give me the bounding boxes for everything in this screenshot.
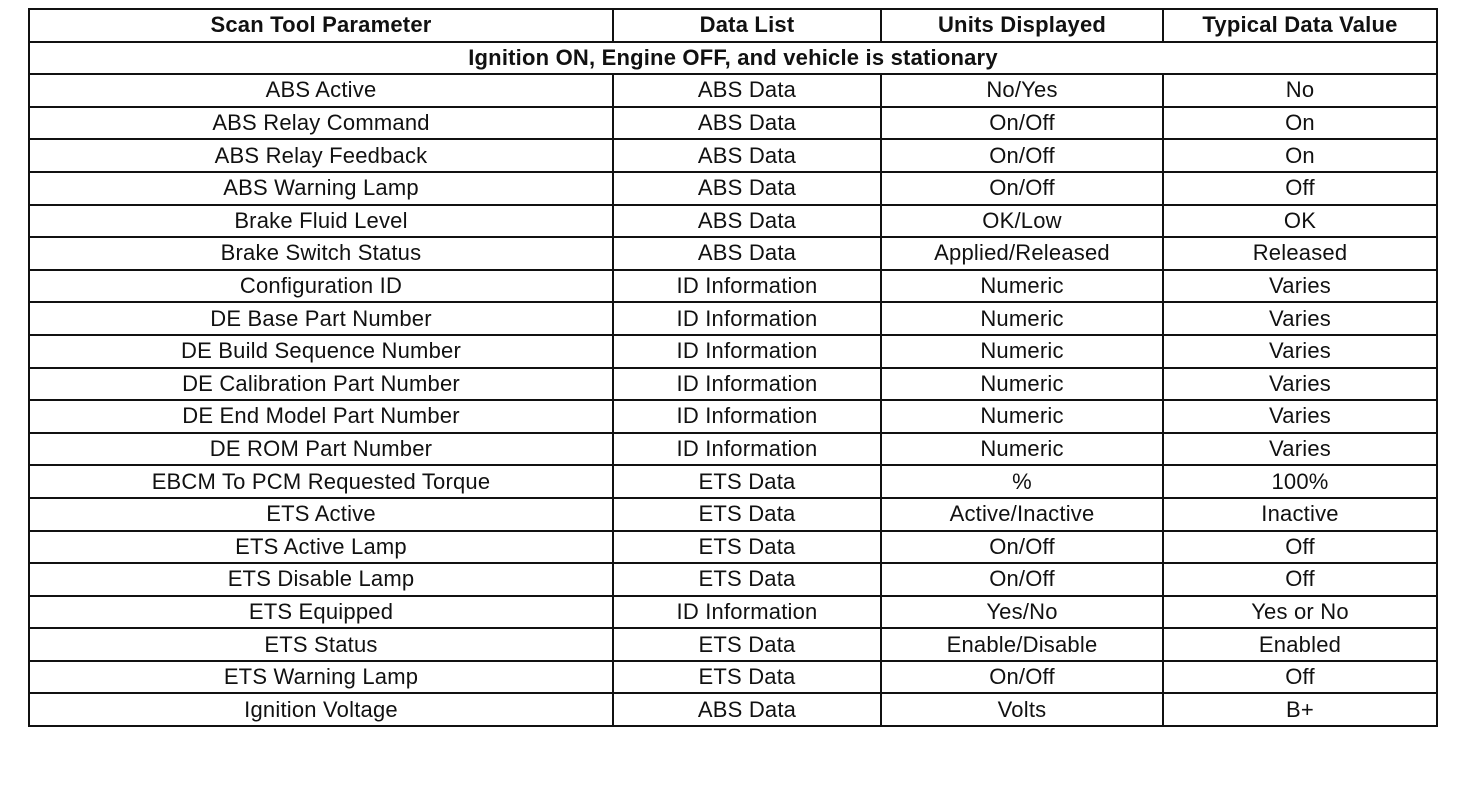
table-row bbox=[29, 302, 1437, 335]
cell-data-list: ABS Data bbox=[613, 205, 881, 238]
cell-data-list: ID Information bbox=[613, 368, 881, 401]
cell-data-list: ID Information bbox=[613, 400, 881, 433]
cell-units: Active/Inactive bbox=[881, 498, 1163, 531]
cell-units: On/Off bbox=[881, 661, 1163, 694]
cell-units: No/Yes bbox=[881, 74, 1163, 107]
table-row bbox=[29, 172, 1437, 205]
cell-parameter: DE Build Sequence Number bbox=[29, 335, 613, 368]
cell-parameter: DE Base Part Number bbox=[29, 302, 613, 335]
cell-typical-value: Varies bbox=[1163, 302, 1437, 335]
header-row bbox=[29, 9, 1437, 42]
cell-units: Numeric bbox=[881, 335, 1163, 368]
cell-typical-value: Yes or No bbox=[1163, 596, 1437, 629]
cell-data-list: ABS Data bbox=[613, 693, 881, 726]
cell-data-list: ABS Data bbox=[613, 74, 881, 107]
cell-units: % bbox=[881, 465, 1163, 498]
cell-units: OK/Low bbox=[881, 205, 1163, 238]
cell-parameter: ABS Relay Feedback bbox=[29, 139, 613, 172]
cell-typical-value: Inactive bbox=[1163, 498, 1437, 531]
cell-data-list: ABS Data bbox=[613, 172, 881, 205]
cell-data-list: ETS Data bbox=[613, 563, 881, 596]
cell-data-list: ID Information bbox=[613, 596, 881, 629]
cell-data-list: ABS Data bbox=[613, 107, 881, 140]
cell-units: On/Off bbox=[881, 172, 1163, 205]
table-header bbox=[29, 9, 1437, 42]
cell-data-list: ID Information bbox=[613, 302, 881, 335]
table-row bbox=[29, 139, 1437, 172]
cell-units: On/Off bbox=[881, 139, 1163, 172]
cell-typical-value: On bbox=[1163, 139, 1437, 172]
cell-data-list: ABS Data bbox=[613, 237, 881, 270]
table-row bbox=[29, 335, 1437, 368]
header-typical-data-value: Typical Data Value bbox=[1163, 9, 1437, 42]
scan-tool-data-table bbox=[28, 8, 1438, 727]
cell-parameter: DE End Model Part Number bbox=[29, 400, 613, 433]
cell-units: On/Off bbox=[881, 563, 1163, 596]
cell-parameter: Brake Switch Status bbox=[29, 237, 613, 270]
header-units-displayed: Units Displayed bbox=[881, 9, 1163, 42]
cell-typical-value: Off bbox=[1163, 172, 1437, 205]
cell-typical-value: Off bbox=[1163, 531, 1437, 564]
cell-parameter: DE ROM Part Number bbox=[29, 433, 613, 466]
header-scan-tool-parameter: Scan Tool Parameter bbox=[29, 9, 613, 42]
cell-data-list: ETS Data bbox=[613, 498, 881, 531]
cell-units: Numeric bbox=[881, 433, 1163, 466]
cell-units: On/Off bbox=[881, 107, 1163, 140]
table-row bbox=[29, 400, 1437, 433]
section-row bbox=[29, 42, 1437, 75]
cell-parameter: ETS Warning Lamp bbox=[29, 661, 613, 694]
table-body bbox=[29, 42, 1437, 726]
cell-typical-value: No bbox=[1163, 74, 1437, 107]
cell-typical-value: B+ bbox=[1163, 693, 1437, 726]
cell-data-list: ID Information bbox=[613, 433, 881, 466]
table-row bbox=[29, 270, 1437, 303]
table-row bbox=[29, 563, 1437, 596]
cell-parameter: ABS Active bbox=[29, 74, 613, 107]
cell-typical-value: Released bbox=[1163, 237, 1437, 270]
cell-typical-value: Off bbox=[1163, 563, 1437, 596]
cell-units: Enable/Disable bbox=[881, 628, 1163, 661]
cell-units: Applied/Released bbox=[881, 237, 1163, 270]
cell-parameter: Configuration ID bbox=[29, 270, 613, 303]
table-row bbox=[29, 433, 1437, 466]
table-row bbox=[29, 465, 1437, 498]
section-title: Ignition ON, Engine OFF, and vehicle is stationary bbox=[29, 42, 1437, 75]
cell-data-list: ETS Data bbox=[613, 465, 881, 498]
table-row bbox=[29, 628, 1437, 661]
cell-typical-value: Varies bbox=[1163, 433, 1437, 466]
cell-units: On/Off bbox=[881, 531, 1163, 564]
cell-parameter: ABS Warning Lamp bbox=[29, 172, 613, 205]
cell-parameter: EBCM To PCM Requested Torque bbox=[29, 465, 613, 498]
table-row bbox=[29, 693, 1437, 726]
cell-typical-value: 100% bbox=[1163, 465, 1437, 498]
table-row bbox=[29, 205, 1437, 238]
table-row bbox=[29, 498, 1437, 531]
cell-parameter: ETS Active Lamp bbox=[29, 531, 613, 564]
cell-typical-value: Off bbox=[1163, 661, 1437, 694]
cell-parameter: Brake Fluid Level bbox=[29, 205, 613, 238]
cell-parameter: ETS Disable Lamp bbox=[29, 563, 613, 596]
cell-typical-value: Varies bbox=[1163, 400, 1437, 433]
cell-data-list: ETS Data bbox=[613, 531, 881, 564]
table-row bbox=[29, 368, 1437, 401]
cell-parameter: ETS Status bbox=[29, 628, 613, 661]
cell-typical-value: Varies bbox=[1163, 270, 1437, 303]
table-row bbox=[29, 531, 1437, 564]
cell-typical-value: On bbox=[1163, 107, 1437, 140]
cell-parameter: Ignition Voltage bbox=[29, 693, 613, 726]
cell-data-list: ETS Data bbox=[613, 661, 881, 694]
cell-data-list: ETS Data bbox=[613, 628, 881, 661]
cell-data-list: ABS Data bbox=[613, 139, 881, 172]
table-row bbox=[29, 237, 1437, 270]
cell-typical-value: Varies bbox=[1163, 335, 1437, 368]
cell-typical-value: Enabled bbox=[1163, 628, 1437, 661]
cell-parameter: ETS Equipped bbox=[29, 596, 613, 629]
table-row bbox=[29, 107, 1437, 140]
cell-data-list: ID Information bbox=[613, 270, 881, 303]
table-row bbox=[29, 596, 1437, 629]
cell-typical-value: Varies bbox=[1163, 368, 1437, 401]
scan-tool-data-page bbox=[28, 8, 1436, 727]
table-row bbox=[29, 661, 1437, 694]
cell-units: Numeric bbox=[881, 400, 1163, 433]
cell-typical-value: OK bbox=[1163, 205, 1437, 238]
table-row bbox=[29, 74, 1437, 107]
header-data-list: Data List bbox=[613, 9, 881, 42]
cell-units: Numeric bbox=[881, 270, 1163, 303]
cell-units: Volts bbox=[881, 693, 1163, 726]
cell-parameter: DE Calibration Part Number bbox=[29, 368, 613, 401]
cell-units: Yes/No bbox=[881, 596, 1163, 629]
cell-units: Numeric bbox=[881, 368, 1163, 401]
cell-units: Numeric bbox=[881, 302, 1163, 335]
cell-parameter: ETS Active bbox=[29, 498, 613, 531]
cell-parameter: ABS Relay Command bbox=[29, 107, 613, 140]
cell-data-list: ID Information bbox=[613, 335, 881, 368]
